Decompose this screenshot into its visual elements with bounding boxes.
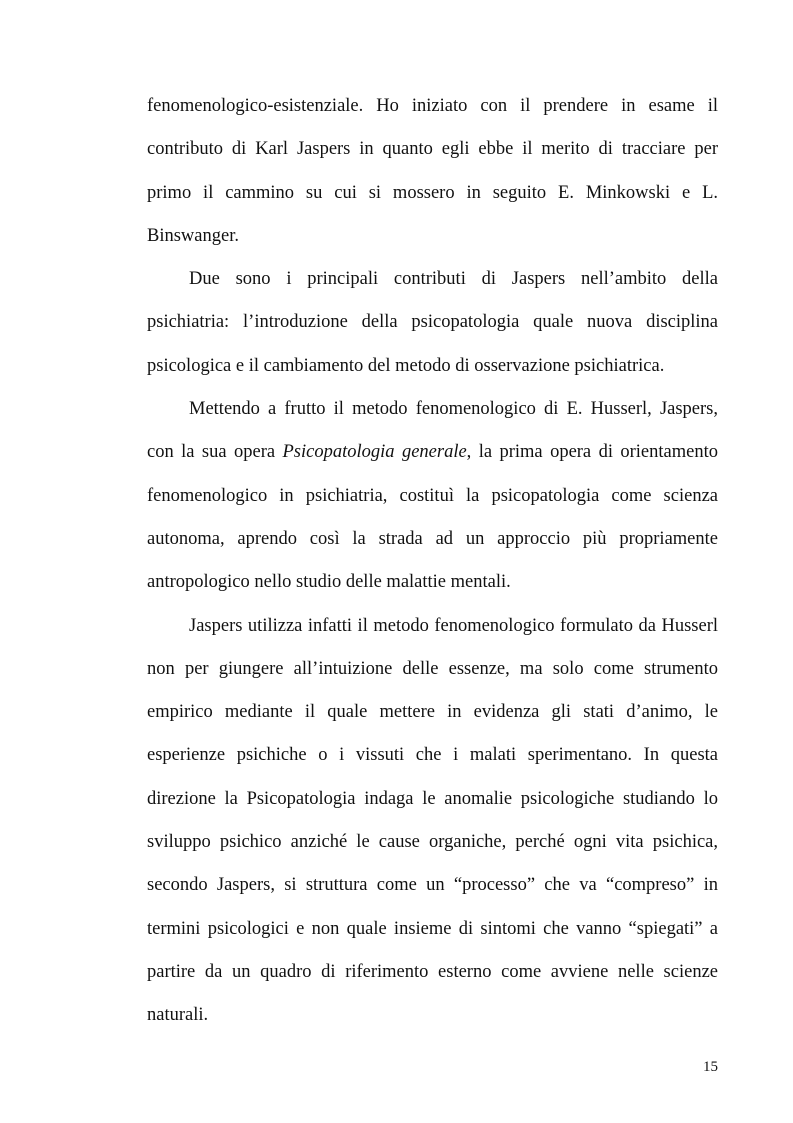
text-line: fenomenologico in psichiatria, costituì la psicopatologia come scienza xyxy=(147,485,718,506)
text-line: esperienze psichiche o i vissuti che i malati sperimentano. In questa xyxy=(147,745,718,766)
paragraph-start-line: Jaspers utilizza infatti il metodo fenomenologico formulato da Husserl xyxy=(189,615,718,636)
line-suffix: , la prima opera di orientamento xyxy=(466,442,718,463)
text-line: antropologico nello studio delle malattie mentali. xyxy=(147,572,511,593)
line-prefix: con la sua opera xyxy=(147,442,283,463)
paragraph-start-line: Due sono i principali contributi di Jaspers nell’ambito della xyxy=(189,269,718,290)
text-line: sviluppo psichico anziché le cause organiche, perché ogni vita psichica, xyxy=(147,832,718,853)
text-line: fenomenologico-esistenziale. Ho iniziato con il prendere in esame il xyxy=(147,96,718,116)
text-line: psicologica e il cambiamento del metodo di osservazione psichiatrica. xyxy=(147,355,665,376)
book-title: Psicopatologia generale xyxy=(282,442,467,463)
text-line: Binswanger. xyxy=(147,225,239,246)
text-line: primo il cammino su cui si mossero in seguito E. Minkowski e L. xyxy=(147,182,718,203)
body-text xyxy=(147,88,718,1041)
text-line: contributo di Karl Jaspers in quanto egli ebbe il merito di tracciare per xyxy=(147,139,718,160)
text-line: secondo Jaspers, si struttura come un “processo” che va “compreso” in xyxy=(147,875,718,896)
text-line: termini psicologici e non quale insieme di sintomi che vanno “spiegati” a xyxy=(147,918,718,939)
text-line: partire da un quadro di riferimento esterno come avviene nelle scienze xyxy=(147,961,718,982)
text-line: non per giungere all’intuizione delle essenze, ma solo come strumento xyxy=(147,658,718,679)
text-line: direzione la Psicopatologia indaga le anomalie psicologiche studiando lo xyxy=(147,788,718,809)
text-line: psichiatria: l’introduzione della psicopatologia quale nuova disciplina xyxy=(147,312,718,333)
text-line: naturali. xyxy=(147,1005,209,1026)
paragraph-start-line: Mettendo a frutto il metodo fenomenologico di E. Husserl, Jaspers, xyxy=(189,399,718,420)
page-number: 15 xyxy=(703,1059,718,1075)
text-line: autonoma, aprendo così la strada ad un approccio più propriamente xyxy=(147,528,718,549)
text-line-with-title xyxy=(147,434,718,477)
text-line: empirico mediante il quale mettere in evidenza gli stati d’animo, le xyxy=(147,702,718,723)
